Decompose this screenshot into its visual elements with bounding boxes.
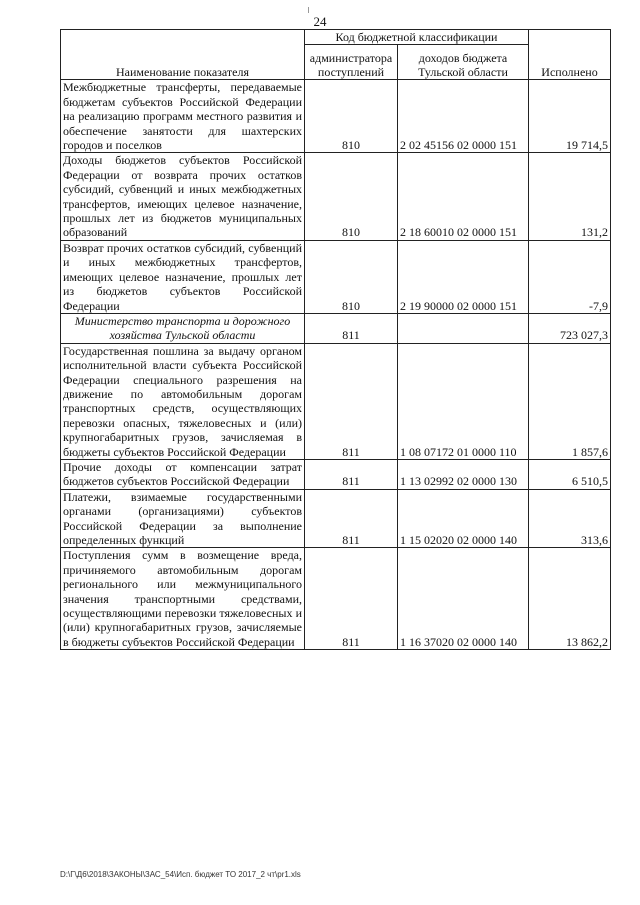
header-executed: Исполнено <box>529 30 611 80</box>
row-name: Возврат прочих остатков субсидий, субвенций и иных межбюджетных трансфертов, имеющих целевое назначение, прошлых лет из бюджетов субъектов Российской Федерации <box>61 240 305 313</box>
header-administrator: администратора поступлений <box>305 45 398 80</box>
row-income-code: 2 18 60010 02 0000 151 <box>398 153 529 240</box>
header-classification: Код бюджетной классификации <box>305 30 529 45</box>
row-admin-code: 811 <box>305 489 398 548</box>
row-admin-code: 811 <box>305 343 398 459</box>
row-name: Государственная пошлина за выдачу органом исполнительной власти субъекта Российской Федерации специального разрешения на движение по автомобильным дорогам транспортных средств, осуществляющих перевозки опасных, тяжеловесных и (или) крупногабаритных грузов, зачисляемая в бюджеты субъектов Российской Федерации <box>61 343 305 459</box>
row-amount: -7,9 <box>529 240 611 313</box>
table-row <box>61 153 611 240</box>
row-name: Межбюджетные трансферты, передаваемые бюджетам субъектов Российской Федерации на реализацию программ местного развития и обеспечение занятости для шахтерских городов и поселков <box>61 80 305 153</box>
row-name: Платежи, взимаемые государственными органами (организациями) субъектов Российской Федерации за выполнение определенных функций <box>61 489 305 548</box>
file-path-footer: D:\Г\Д6\2018\ЗАКОНЫ\ЗАС_54\Исп. бюджет ТО 2017_2 чт\pr1.xls <box>60 870 301 879</box>
table-row <box>61 313 611 343</box>
row-amount: 1 857,6 <box>529 343 611 459</box>
row-amount: 131,2 <box>529 153 611 240</box>
budget-table <box>60 29 611 650</box>
row-admin-code: 810 <box>305 153 398 240</box>
table-row <box>61 548 611 650</box>
table-row <box>61 80 611 153</box>
row-income-code <box>398 313 529 343</box>
table-row <box>61 240 611 313</box>
row-admin-code: 811 <box>305 548 398 650</box>
page-number: 24 <box>313 14 327 29</box>
row-income-code: 1 13 02992 02 0000 130 <box>398 459 529 489</box>
header-income: доходов бюджета Тульской области <box>398 45 529 80</box>
row-admin-code: 811 <box>305 459 398 489</box>
row-income-code: 1 16 37020 02 0000 140 <box>398 548 529 650</box>
row-amount: 6 510,5 <box>529 459 611 489</box>
row-name: Прочие доходы от компенсации затрат бюджетов субъектов Российской Федерации <box>61 459 305 489</box>
row-income-code: 2 02 45156 02 0000 151 <box>398 80 529 153</box>
table-row <box>61 343 611 459</box>
table-body <box>61 80 611 650</box>
scan-mark <box>308 7 309 13</box>
row-amount: 19 714,5 <box>529 80 611 153</box>
header-name: Наименование показателя <box>61 30 305 80</box>
row-income-code: 2 19 90000 02 0000 151 <box>398 240 529 313</box>
row-name: Министерство транспорта и дорожного хозяйства Тульской области <box>61 313 305 343</box>
row-admin-code: 810 <box>305 80 398 153</box>
row-amount: 13 862,2 <box>529 548 611 650</box>
row-name: Поступления сумм в возмещение вреда, причиняемого автомобильным дорогам регионального или межмуниципального значения транспортными средствами, осуществляющими перевозки тяжеловесных и (или) крупногабаритных грузов, зачисляемые в бюджеты субъектов Российской Федерации <box>61 548 305 650</box>
row-admin-code: 811 <box>305 313 398 343</box>
row-amount: 723 027,3 <box>529 313 611 343</box>
row-income-code: 1 15 02020 02 0000 140 <box>398 489 529 548</box>
row-name: Доходы бюджетов субъектов Российской Федерации от возврата прочих остатков субсидий, субвенций и иных межбюджетных трансфертов, имеющих целевое назначение, прошлых лет из бюджетов муниципальных образований <box>61 153 305 240</box>
row-admin-code: 810 <box>305 240 398 313</box>
row-income-code: 1 08 07172 01 0000 110 <box>398 343 529 459</box>
table-row <box>61 459 611 489</box>
table-header <box>61 30 611 80</box>
table-row <box>61 489 611 548</box>
row-amount: 313,6 <box>529 489 611 548</box>
